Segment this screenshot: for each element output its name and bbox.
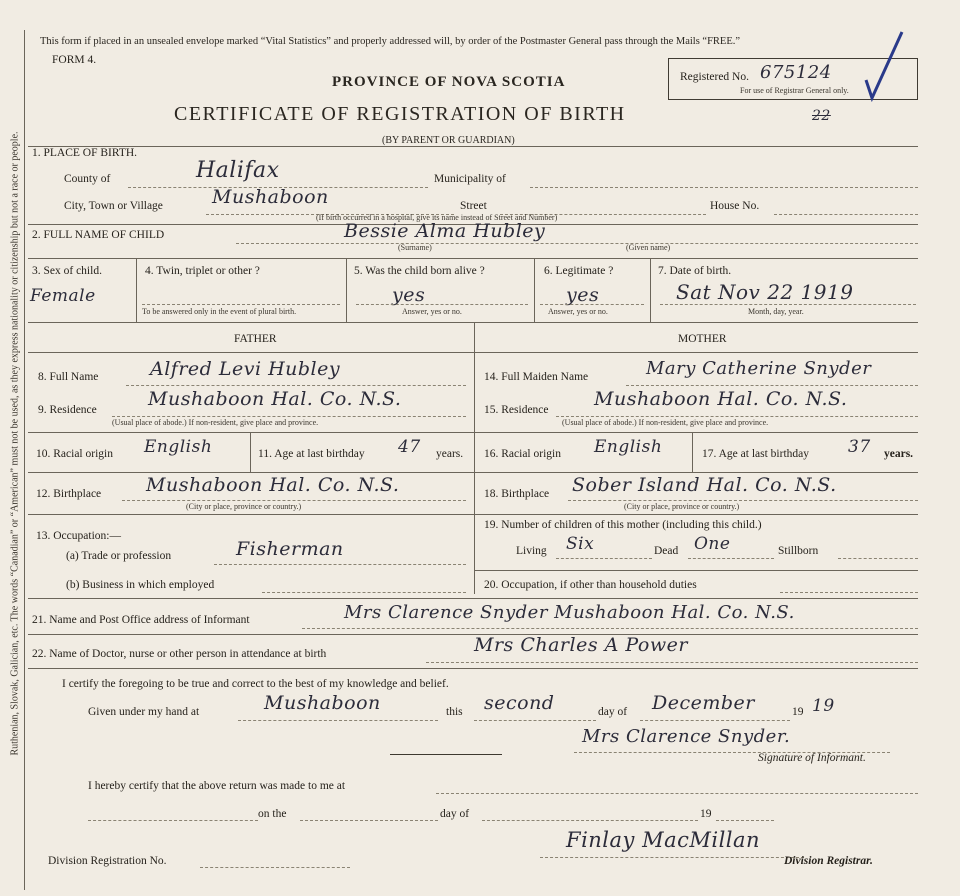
given-label: Given under my hand at [88, 706, 200, 718]
children-label: 19. Number of children of this mother (including this child.) [484, 519, 762, 531]
mother-name-label: 14. Full Maiden Name [484, 371, 589, 383]
alive-label: 5. Was the child born alive ? [354, 265, 485, 277]
year-value: 19 [812, 696, 835, 716]
mother-age-label: 17. Age at last birthday [702, 448, 809, 460]
rule [390, 754, 502, 755]
city-value: Mushaboon [212, 186, 329, 208]
rule [250, 432, 251, 472]
surname-note: (Surname) [398, 243, 432, 252]
doctor-value: Mrs Charles A Power [474, 634, 688, 656]
informant-value: Mrs Clarence Snyder Mushaboon Hal. Co. N.S. [344, 602, 795, 623]
mother-age-unit: years. [884, 448, 914, 460]
father-heading: FATHER [234, 333, 277, 345]
check-mark-icon [858, 28, 908, 108]
rule [28, 514, 918, 515]
legit-label: 6. Legitimate ? [544, 265, 614, 277]
rule [28, 472, 918, 473]
struck-mark: 22 [812, 108, 831, 124]
mail-notice: This form if placed in an unsealed envelope marked “Vital Statistics” and properly addressed will, by order of the Postmaster General pass through the Mails “FREE.” [40, 36, 741, 47]
father-race-label: 10. Racial origin [36, 448, 113, 460]
rule [302, 628, 918, 629]
certify-text: I certify the foregoing to be true and correct to the best of my knowledge and belief. [62, 678, 449, 690]
registrar-line: I hereby certify that the above return was made to me at [88, 780, 346, 792]
rule [716, 820, 774, 821]
legit-note: Answer, yes or no. [548, 307, 608, 316]
rule [346, 258, 347, 322]
rule [780, 592, 918, 593]
dob-label: 7. Date of birth. [658, 265, 732, 277]
rule [112, 416, 466, 417]
informant-signature: Mrs Clarence Snyder. [582, 726, 791, 747]
rule [474, 720, 596, 721]
rule [136, 258, 137, 322]
rule [436, 793, 918, 794]
mother-res-note: (Usual place of abode.) If non-resident, give place and province. [562, 418, 769, 427]
street-label: Street [460, 200, 487, 212]
father-age-unit: years. [436, 448, 464, 460]
division-registrar-label: Division Registrar. [784, 855, 873, 867]
side-note: Ruthenian, Slovak, Galician, etc. The words “Canadian” or “American” must not be used, as they express nationality or citizenship but not a race or people. [9, 131, 21, 756]
column-divider [474, 322, 475, 594]
legit-value: yes [566, 284, 600, 306]
rule [300, 820, 438, 821]
father-res-label: 9. Residence [38, 404, 97, 416]
twin-label: 4. Twin, triplet or other ? [145, 265, 260, 277]
rule [238, 720, 438, 721]
trade-value: Fisherman [236, 538, 344, 560]
mother-name-value: Mary Catherine Snyder [646, 358, 872, 379]
rule [262, 592, 466, 593]
hospital-note: (If birth occurred in a hospital, give its name instead of Street and Number) [316, 213, 558, 222]
rule [482, 820, 698, 821]
mother-race-label: 16. Racial origin [484, 448, 561, 460]
rule [568, 500, 918, 501]
province-heading: PROVINCE OF NOVA SCOTIA [332, 74, 566, 90]
this-label: this [446, 706, 463, 718]
rule [650, 258, 651, 322]
given-place: Mushaboon [264, 692, 381, 714]
father-bp-value: Mushaboon Hal. Co. N.S. [146, 474, 400, 496]
side-divider [24, 30, 25, 890]
day-of-label: day of [598, 706, 628, 718]
rule [28, 322, 918, 323]
rule [556, 416, 918, 417]
mother-bp-label: 18. Birthplace [484, 488, 550, 500]
child-name-label: 2. FULL NAME OF CHILD [32, 229, 165, 241]
rule [474, 570, 918, 571]
rule [640, 720, 790, 721]
registrar-year: 19 [700, 808, 712, 820]
rule [28, 432, 918, 433]
father-race-value: English [144, 437, 213, 457]
father-age-value: 47 [398, 437, 421, 457]
dead-value: One [694, 534, 731, 554]
on-the-label: on the [258, 808, 287, 820]
year-prefix: 19 [792, 706, 804, 718]
living-label: Living [516, 545, 547, 557]
alive-value: yes [392, 284, 426, 306]
father-name-value: Alfred Levi Hubley [150, 358, 341, 380]
father-age-label: 11. Age at last birthday [258, 448, 365, 460]
rule [540, 304, 644, 305]
mother-age-value: 37 [848, 437, 871, 457]
child-name-value: Bessie Alma Hubley [344, 220, 546, 242]
registrar-day-of: day of [440, 808, 470, 820]
rule [28, 668, 918, 669]
mother-race-value: English [594, 437, 663, 457]
mother-heading: MOTHER [678, 333, 727, 345]
rule [88, 820, 258, 821]
mother-occupation-label: 20. Occupation, if other than household duties [484, 579, 697, 591]
city-label: City, Town or Village [64, 200, 163, 212]
signature-label: Signature of Informant. [758, 752, 866, 764]
mother-bp-value: Sober Island Hal. Co. N.S. [572, 474, 837, 496]
rule [626, 385, 918, 386]
county-value: Halifax [196, 158, 280, 183]
occupation-label: 13. Occupation:— [36, 530, 121, 542]
rule [534, 258, 535, 322]
rule [660, 304, 916, 305]
rule [540, 857, 804, 858]
rule [530, 187, 918, 188]
sex-value: Female [30, 286, 96, 306]
mother-res-label: 15. Residence [484, 404, 549, 416]
father-res-note: (Usual place of abode.) If non-resident, give place and province. [112, 418, 319, 427]
alive-note: Answer, yes or no. [402, 307, 462, 316]
rule [838, 558, 918, 559]
registered-number: 675124 [760, 62, 832, 83]
rule [126, 385, 466, 386]
dead-label: Dead [654, 545, 679, 557]
rule [122, 500, 466, 501]
registrar-note: For use of Registrar General only. [740, 86, 849, 95]
rule [28, 352, 918, 353]
rule [774, 214, 918, 215]
stillborn-label: Stillborn [778, 545, 819, 557]
trade-label: (a) Trade or profession [66, 550, 172, 562]
rule [556, 558, 652, 559]
rule [692, 432, 693, 472]
registrar-signature: Finlay MacMillan [566, 828, 761, 852]
county-label: County of [64, 173, 111, 185]
month-value: December [652, 692, 755, 714]
municipality-label: Municipality of [434, 173, 506, 185]
dob-value: Sat Nov 22 1919 [676, 280, 854, 304]
mother-bp-note: (City or place, province or country.) [624, 502, 740, 511]
mother-res-value: Mushaboon Hal. Co. N.S. [594, 388, 848, 410]
doctor-label: 22. Name of Doctor, nurse or other person in attendance at birth [32, 648, 327, 660]
certificate-subtitle: (BY PARENT OR GUARDIAN) [382, 135, 515, 146]
house-label: House No. [710, 200, 760, 212]
twin-note: To be answered only in the event of plural birth. [142, 307, 297, 316]
rule [200, 867, 350, 868]
rule [28, 258, 918, 259]
father-name-label: 8. Full Name [38, 371, 99, 383]
father-bp-label: 12. Birthplace [36, 488, 102, 500]
sex-label: 3. Sex of child. [32, 265, 102, 277]
division-no-label: Division Registration No. [48, 855, 167, 867]
given-note: (Given name) [626, 243, 671, 252]
rule [142, 304, 340, 305]
form-number: FORM 4. [52, 54, 97, 66]
rule [28, 146, 918, 147]
living-value: Six [566, 534, 595, 554]
rule [28, 598, 918, 599]
rule [688, 558, 774, 559]
father-res-value: Mushaboon Hal. Co. N.S. [148, 388, 402, 410]
rule [214, 564, 466, 565]
rule [426, 662, 918, 663]
rule [356, 304, 528, 305]
registered-label: Registered No. [680, 71, 749, 83]
dob-note: Month, day, year. [748, 307, 804, 316]
place-label: 1. PLACE OF BIRTH. [32, 147, 138, 159]
father-bp-note: (City or place, province or country.) [186, 502, 302, 511]
informant-label: 21. Name and Post Office address of Informant [32, 614, 250, 626]
business-label: (b) Business in which employed [66, 579, 215, 591]
day-value: second [484, 692, 555, 714]
rule [28, 634, 918, 635]
certificate-title: CERTIFICATE OF REGISTRATION OF BIRTH [174, 103, 626, 125]
rule [236, 243, 918, 244]
